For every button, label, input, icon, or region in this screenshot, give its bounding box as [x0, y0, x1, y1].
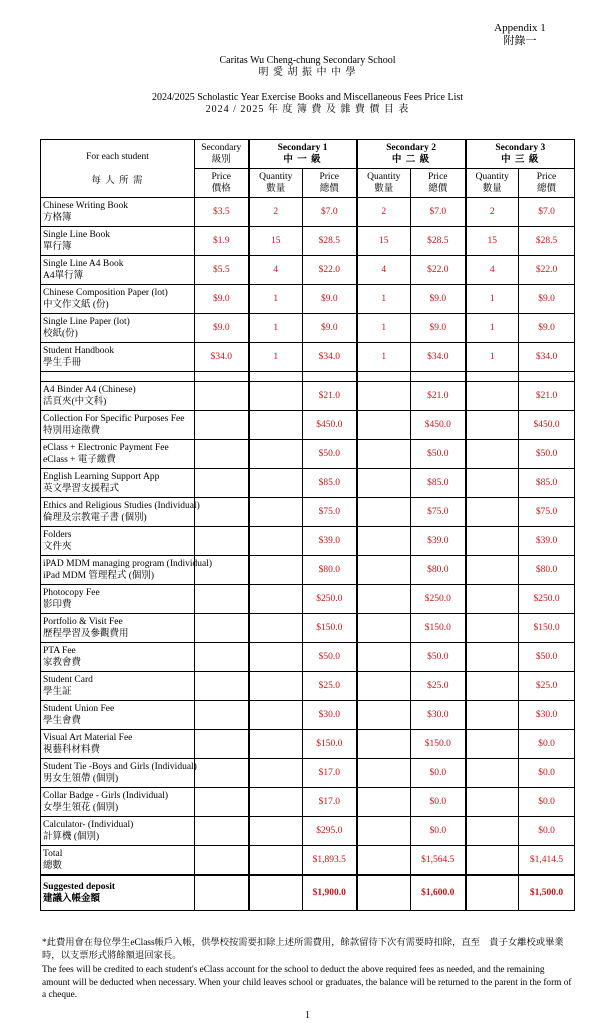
header-secondary-zh: 級別: [211, 155, 231, 165]
table-row: [41, 672, 575, 701]
item-name-en: Student Card: [43, 675, 93, 685]
s3-total: $85.0: [519, 469, 575, 498]
header-secondary: [195, 140, 249, 169]
s2-total: $150.0: [411, 614, 466, 643]
item-name-zh: 男女生領帶 (個別): [43, 774, 119, 784]
header-s1-qty: [249, 169, 303, 198]
item-description: [41, 527, 195, 556]
item-name-zh: 校紙(份): [43, 329, 78, 339]
s1-quantity: 1: [249, 314, 303, 343]
item-description: [41, 343, 195, 372]
total-label-en: Total: [43, 849, 63, 859]
school-name-en: Caritas Wu Cheng-chung Secondary School: [219, 55, 396, 66]
header-row-1: [41, 140, 575, 169]
header-s1-en: Secondary 1: [277, 143, 328, 153]
table-row: [41, 227, 575, 256]
item-description: [41, 285, 195, 314]
s2-quantity: 1: [357, 314, 411, 343]
s1-quantity: 4: [249, 256, 303, 285]
appendix-zh: 附錄一: [503, 35, 537, 47]
s2-total: $9.0: [411, 285, 466, 314]
item-description: [41, 382, 195, 411]
header-s2: [357, 140, 466, 169]
s3-total: $450.0: [519, 411, 575, 440]
s3-total: $0.0: [519, 759, 575, 788]
s2-quantity: 1: [357, 285, 411, 314]
total-label: [41, 846, 195, 876]
header-s3-en: Secondary 3: [495, 143, 546, 153]
s1-grand-total: $1,893.5: [303, 846, 357, 876]
s3-total: $39.0: [519, 527, 575, 556]
item-name-zh: 單行簿: [43, 242, 72, 252]
table-row: [41, 730, 575, 759]
item-name-en: Student Tie -Boys and Girls (Individual): [43, 762, 197, 772]
item-description: [41, 227, 195, 256]
s2-total: $150.0: [411, 730, 466, 759]
header-s1: [249, 140, 357, 169]
s3-total: $250.0: [519, 585, 575, 614]
table-row: [41, 469, 575, 498]
header-total-zh: 總價: [319, 184, 339, 194]
item-name-en: Collection For Specific Purposes Fee: [43, 414, 185, 424]
item-description: [41, 198, 195, 227]
item-description: [41, 469, 195, 498]
item-name-zh: 學生會費: [43, 716, 82, 726]
s3-total: $30.0: [519, 701, 575, 730]
s1-total: $34.0: [303, 343, 357, 372]
s2-total: $250.0: [411, 585, 466, 614]
document-title: [0, 92, 615, 116]
s1-total: $25.0: [303, 672, 357, 701]
unit-price: $9.0: [195, 285, 249, 314]
s2-total: $39.0: [411, 527, 466, 556]
item-name-zh: 文件夾: [43, 542, 72, 552]
item-description: [41, 440, 195, 469]
s2-total: $9.0: [411, 314, 466, 343]
s1-total: $150.0: [303, 614, 357, 643]
header-price: [195, 169, 249, 198]
table-row: [41, 382, 575, 411]
s1-quantity: 2: [249, 198, 303, 227]
s3-total: $22.0: [519, 256, 575, 285]
item-description: [41, 411, 195, 440]
table-row: [41, 759, 575, 788]
item-description: [41, 314, 195, 343]
s3-deposit: $1,500.0: [519, 875, 575, 911]
item-name-en: Single Line Paper (lot): [43, 317, 130, 327]
header-qty-en: Quantity: [475, 172, 509, 182]
item-description: [41, 730, 195, 759]
s3-total: $75.0: [519, 498, 575, 527]
header-qty-zh: 數量: [374, 184, 394, 194]
item-name-en: Folders: [43, 530, 72, 540]
s1-total: $9.0: [303, 285, 357, 314]
s2-deposit: $1,600.0: [411, 875, 466, 911]
header-qty-en: Quantity: [367, 172, 401, 182]
appendix-label: [480, 22, 560, 48]
s1-total: $28.5: [303, 227, 357, 256]
s2-quantity: 2: [357, 198, 411, 227]
table-row: [41, 701, 575, 730]
item-name-zh: 家教會費: [43, 658, 82, 668]
s1-total: $22.0: [303, 256, 357, 285]
s2-quantity: 15: [357, 227, 411, 256]
header-qty-zh: 數量: [482, 184, 502, 194]
item-description: [41, 614, 195, 643]
header-s1-zh: 中 一 級: [283, 155, 322, 165]
header-qty-zh: 數量: [266, 184, 286, 194]
s1-total: $50.0: [303, 440, 357, 469]
s3-total: $0.0: [519, 730, 575, 759]
unit-price: $1.9: [195, 227, 249, 256]
s2-total: $22.0: [411, 256, 466, 285]
deposit-label-zh: 建議入帳金額: [43, 894, 101, 904]
s2-total: $34.0: [411, 343, 466, 372]
table-row: [41, 556, 575, 585]
s1-quantity: 1: [249, 285, 303, 314]
item-name-zh: 方格簿: [43, 213, 72, 223]
s3-total: $0.0: [519, 817, 575, 846]
header-price-en: Price: [211, 172, 232, 182]
s1-total: $450.0: [303, 411, 357, 440]
header-total-en: Price: [427, 172, 448, 182]
s2-total: $0.0: [411, 817, 466, 846]
s3-total: $9.0: [519, 285, 575, 314]
item-name-zh: 倫理及宗教電子書 (個別): [43, 513, 147, 523]
s1-total: $250.0: [303, 585, 357, 614]
unit-price: $5.5: [195, 256, 249, 285]
item-description: [41, 672, 195, 701]
item-name-en: Student Union Fee: [43, 704, 115, 714]
s1-deposit: $1,900.0: [303, 875, 357, 911]
header-for-each-student: [41, 140, 195, 198]
s1-total: $85.0: [303, 469, 357, 498]
item-name-en: Chinese Writing Book: [43, 201, 128, 211]
fees-table: [40, 139, 575, 911]
s2-total: $0.0: [411, 759, 466, 788]
header-total-en: Price: [319, 172, 340, 182]
s1-total: $9.0: [303, 314, 357, 343]
item-description: [41, 701, 195, 730]
header-s3-total: [519, 169, 575, 198]
item-name-zh: 學生証: [43, 687, 72, 697]
s1-quantity: 15: [249, 227, 303, 256]
header-qty-en: Quantity: [259, 172, 293, 182]
unit-price: $3.5: [195, 198, 249, 227]
s3-quantity: 1: [466, 314, 519, 343]
item-name-zh: 女學生領花 (個別): [43, 803, 119, 813]
s1-total: $30.0: [303, 701, 357, 730]
item-name-en: Single Line A4 Book: [43, 259, 124, 269]
header-secondary-en: Secondary: [201, 143, 242, 153]
header-s2-en: Secondary 2: [386, 143, 436, 153]
header-s2-zh: 中 二 級: [391, 155, 431, 165]
s3-total: $7.0: [519, 198, 575, 227]
s2-grand-total: $1,564.5: [411, 846, 466, 876]
s2-total: $25.0: [411, 672, 466, 701]
item-name-en: Calculator- (Individual): [43, 820, 134, 830]
s1-quantity: 1: [249, 343, 303, 372]
s2-total: $75.0: [411, 498, 466, 527]
item-name-en: Portfolio & Visit Fee: [43, 617, 123, 627]
s3-total: $28.5: [519, 227, 575, 256]
table-row: [41, 817, 575, 846]
s3-total: $34.0: [519, 343, 575, 372]
item-description: [41, 256, 195, 285]
s3-total: $0.0: [519, 788, 575, 817]
total-row: [41, 846, 575, 876]
item-description: [41, 759, 195, 788]
item-description: [41, 643, 195, 672]
item-name-en: A4 Binder A4 (Chinese): [43, 385, 136, 395]
s1-total: $21.0: [303, 382, 357, 411]
item-name-zh: 特別用途徵費: [43, 426, 101, 436]
item-name-zh: 計算機 (個別): [43, 832, 100, 842]
item-description: [41, 817, 195, 846]
header-total-zh: 總價: [536, 184, 556, 194]
s2-total: $30.0: [411, 701, 466, 730]
header-s1-total: [303, 169, 357, 198]
table-row: [41, 440, 575, 469]
s3-total: $25.0: [519, 672, 575, 701]
s1-total: $150.0: [303, 730, 357, 759]
s2-total: $50.0: [411, 440, 466, 469]
s2-total: $0.0: [411, 788, 466, 817]
s3-total: $50.0: [519, 440, 575, 469]
s1-total: $80.0: [303, 556, 357, 585]
header-for-each-zh: 每 人 所 需: [91, 175, 144, 186]
item-name-en: iPAD MDM managing program (Individual): [43, 559, 213, 569]
table-row: [41, 411, 575, 440]
s3-quantity: 2: [466, 198, 519, 227]
header-total-en: Price: [536, 172, 557, 182]
item-name-en: Student Handbook: [43, 346, 114, 356]
s2-total: $50.0: [411, 643, 466, 672]
table-row: [41, 256, 575, 285]
item-name-en: Ethics and Religious Studies (Individual): [43, 501, 200, 511]
s3-quantity: 1: [466, 343, 519, 372]
total-label-zh: 總數: [43, 861, 63, 871]
item-name-zh: 影印費: [43, 600, 72, 610]
table-row: [41, 285, 575, 314]
table-row: [41, 788, 575, 817]
s2-total: $21.0: [411, 382, 466, 411]
table-row: [41, 343, 575, 372]
item-name-zh: 視藝科材料費: [43, 745, 101, 755]
s3-total: $9.0: [519, 314, 575, 343]
s1-total: $75.0: [303, 498, 357, 527]
s3-total: $50.0: [519, 643, 575, 672]
deposit-label-en: Suggested deposit: [43, 882, 116, 892]
item-description: [41, 585, 195, 614]
s3-grand-total: $1,414.5: [519, 846, 575, 876]
school-name-zh: 明 愛 胡 振 中 中 學: [258, 67, 357, 78]
item-name-en: Single Line Book: [43, 230, 111, 240]
s2-quantity: 4: [357, 256, 411, 285]
header-s3-zh: 中 三 級: [501, 155, 540, 165]
item-name-en: English Learning Support App: [43, 472, 160, 482]
table-row: [41, 527, 575, 556]
s3-quantity: 4: [466, 256, 519, 285]
s1-total: $17.0: [303, 788, 357, 817]
item-description: [41, 498, 200, 527]
item-name-en: Collar Badge - Girls (Individual): [43, 791, 169, 801]
table-spacer-row: [41, 372, 575, 382]
s3-total: $80.0: [519, 556, 575, 585]
table-row: [41, 614, 575, 643]
s1-total: $39.0: [303, 527, 357, 556]
footnote-en: The fees will be credited to each student's eClass account for the school to deduct the above required fees as needed, and the remaining amount will be deducted when necessary. When your child leaves school or graduates, the balance will be returned to the parent in the form of a cheque.: [42, 965, 572, 1000]
s2-total: $450.0: [411, 411, 466, 440]
school-name: [0, 55, 615, 79]
appendix-en: Appendix 1: [494, 22, 546, 34]
header-for-each-en: For each student: [86, 151, 149, 162]
item-name-zh: 活頁夾(中文科): [43, 397, 107, 407]
s1-total: $50.0: [303, 643, 357, 672]
item-name-zh: iPad MDM 管理程式 (個別): [43, 571, 155, 581]
table-row: [41, 198, 575, 227]
table-row: [41, 498, 575, 527]
item-name-zh: 歷程學習及參觀費用: [43, 629, 129, 639]
header-s2-total: [411, 169, 466, 198]
item-description: [41, 788, 195, 817]
table-row: [41, 314, 575, 343]
item-name-zh: 英文學習支援程式: [43, 484, 120, 494]
header-s3-qty: [466, 169, 519, 198]
header-s2-qty: [357, 169, 411, 198]
s2-total: $28.5: [411, 227, 466, 256]
item-description: [41, 556, 213, 585]
unit-price: $9.0: [195, 314, 249, 343]
item-name-en: Chinese Composition Paper (lot): [43, 288, 168, 298]
item-name-zh: 中文作文紙 (份): [43, 300, 109, 310]
document-title-en: 2024/2025 Scholastic Year Exercise Books and Miscellaneous Fees Price List: [151, 92, 464, 103]
item-name-en: Photocopy Fee: [43, 588, 100, 598]
table-row: [41, 585, 575, 614]
s1-total: $295.0: [303, 817, 357, 846]
header-total-zh: 總價: [428, 184, 448, 194]
header-s3: [466, 140, 575, 169]
item-name-zh: eClass + 電子繳費: [43, 455, 116, 465]
s3-quantity: 1: [466, 285, 519, 314]
item-name-en: Visual Art Material Fee: [43, 733, 133, 743]
s2-quantity: 1: [357, 343, 411, 372]
document-title-zh: 2024 / 2025 年 度 簿 費 及 雜 費 價 目 表: [205, 104, 410, 115]
table-row: [41, 643, 575, 672]
unit-price: $34.0: [195, 343, 249, 372]
s3-total: $21.0: [519, 382, 575, 411]
s2-total: $85.0: [411, 469, 466, 498]
header-price-zh: 價格: [211, 184, 231, 194]
item-name-zh: 學生手冊: [43, 358, 82, 368]
item-name-en: eClass + Electronic Payment Fee: [43, 443, 169, 453]
s1-total: $17.0: [303, 759, 357, 788]
s2-total: $7.0: [411, 198, 466, 227]
s1-total: $7.0: [303, 198, 357, 227]
item-name-en: PTA Fee: [43, 646, 76, 656]
page-number: 1: [305, 1010, 310, 1021]
s3-total: $150.0: [519, 614, 575, 643]
footnote: [42, 937, 572, 1002]
footnote-zh: *此費用會在每位學生eClass帳戶入帳，供學校按需要扣除上述所需費用，餘款留待下次有需要時扣除，直至 貴子女離校或畢業時，以支票形式將餘額退回家長。: [42, 938, 564, 961]
item-name-zh: A4單行簿: [43, 271, 84, 281]
s2-total: $80.0: [411, 556, 466, 585]
deposit-row: [41, 875, 575, 911]
deposit-label: [41, 875, 195, 911]
s3-quantity: 15: [466, 227, 519, 256]
